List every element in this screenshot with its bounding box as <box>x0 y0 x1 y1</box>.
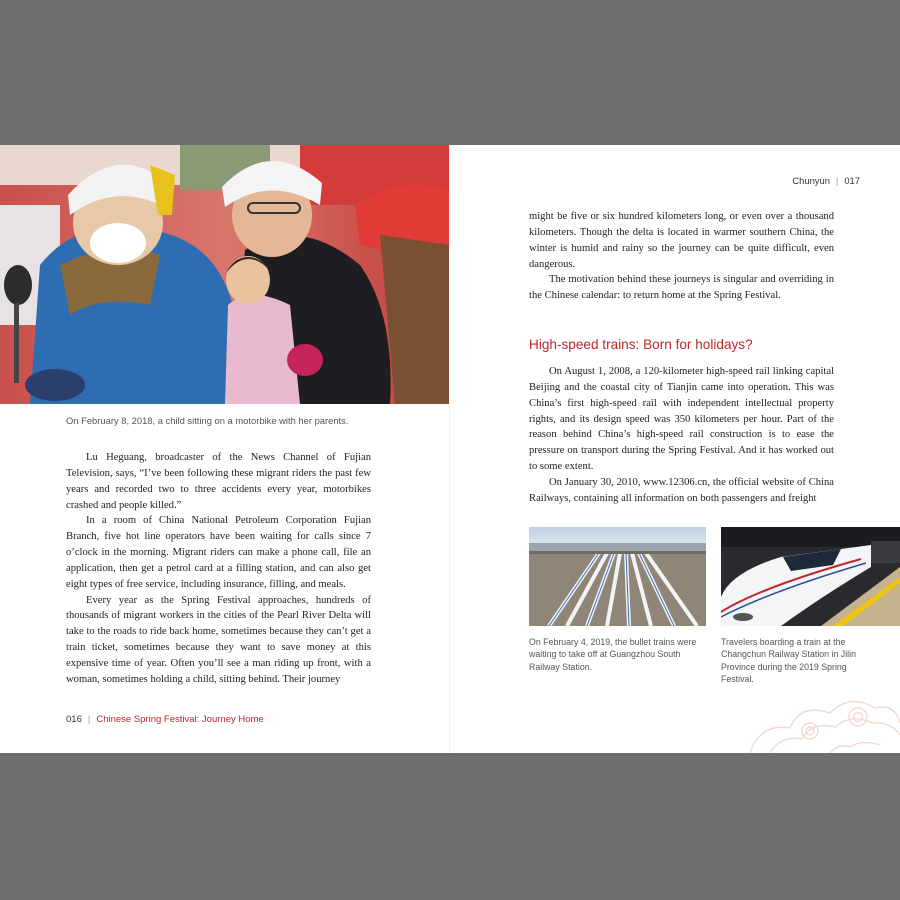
section-heading: High-speed trains: Born for holidays? <box>529 337 753 352</box>
bullet-trains-depot-photo <box>529 527 706 626</box>
page-number: 017 <box>844 175 860 186</box>
left-folio <box>66 714 264 725</box>
book-title: Chinese Spring Festival: Journey Home <box>96 714 264 725</box>
left-body-text <box>66 450 371 688</box>
train-platform-photo <box>721 527 900 626</box>
book-spread <box>0 145 900 753</box>
page-number: 016 <box>66 714 82 725</box>
photo-caption: On February 4, 2019, the bullet trains were waiting to take off at Guangzhou South Railway Station. <box>529 637 697 672</box>
paragraph: The motivation behind these journeys is singular and overriding in the Chinese calendar: to return home at the Spring Festival. <box>529 274 834 302</box>
right-body-text-section <box>529 364 834 507</box>
paragraph: On August 1, 2008, a 120-kilometer high-speed rail linking capital Beijing and the coastal city of Tianjin came into operation. This was China’s first high-speed rail with independent intellectual property rights, and its design speed was 350 kilometers per hour. Part of the reason behind China’s high-speed rail construction is to ease the pressure on transport during the Spring Festival. And it has worked out to some extent. <box>529 366 834 473</box>
paragraph: Every year as the Spring Festival approaches, hundreds of thousands of migrant workers in the cities of the Pearl River Delta will take to the roads to ride back home, sometimes because they can’t get a train ticket, sometimes because they want to save money at this expensive time of year. Often you’ll see a man riding up front, with a woman, sometimes holding a child, sitting behind. Their journey <box>66 594 371 685</box>
paragraph: In a room of China National Petroleum Corporation Fujian Branch, five hot line operators have been waiting for calls since 7 o’clock in the morning. Migrant riders can make a phone call, file an application, then get a petrol card at a filling station, and can also get eight types of free service, including insurance, filling, and meals. <box>66 515 371 590</box>
photo-caption: Travelers boarding a train at the Changchun Railway Station in Jilin Province during the 2019 Spring Festival. <box>721 637 856 684</box>
cloud-pattern-ornament <box>740 683 900 753</box>
paragraph: might be five or six hundred kilometers long, or even over a thousand kilometers. Though the delta is located in warmer southern China, the winter is humid and rainy so the journey can be quite difficult, even dangerous. <box>529 211 834 270</box>
book-gutter <box>449 145 451 753</box>
family-on-motorbike-photo <box>0 145 449 404</box>
folio-separator: | <box>87 714 91 725</box>
paragraph: On January 30, 2010, www.12306.cn, the official website of China Railways, containing all information on both passengers and freight <box>529 476 834 504</box>
photo-caption: On February 8, 2018, a child sitting on a motorbike with her parents. <box>66 415 349 426</box>
chapter-name: Chunyun <box>792 175 830 186</box>
right-body-text-top <box>529 209 834 304</box>
folio-separator: | <box>835 175 839 186</box>
paragraph: Lu Heguang, broadcaster of the News Channel of Fujian Television, says, “I’ve been following these migrant riders the past few years and recorded two to three accidents every year, motorbikes crashed and people killed.” <box>66 452 371 511</box>
running-head <box>792 175 860 186</box>
